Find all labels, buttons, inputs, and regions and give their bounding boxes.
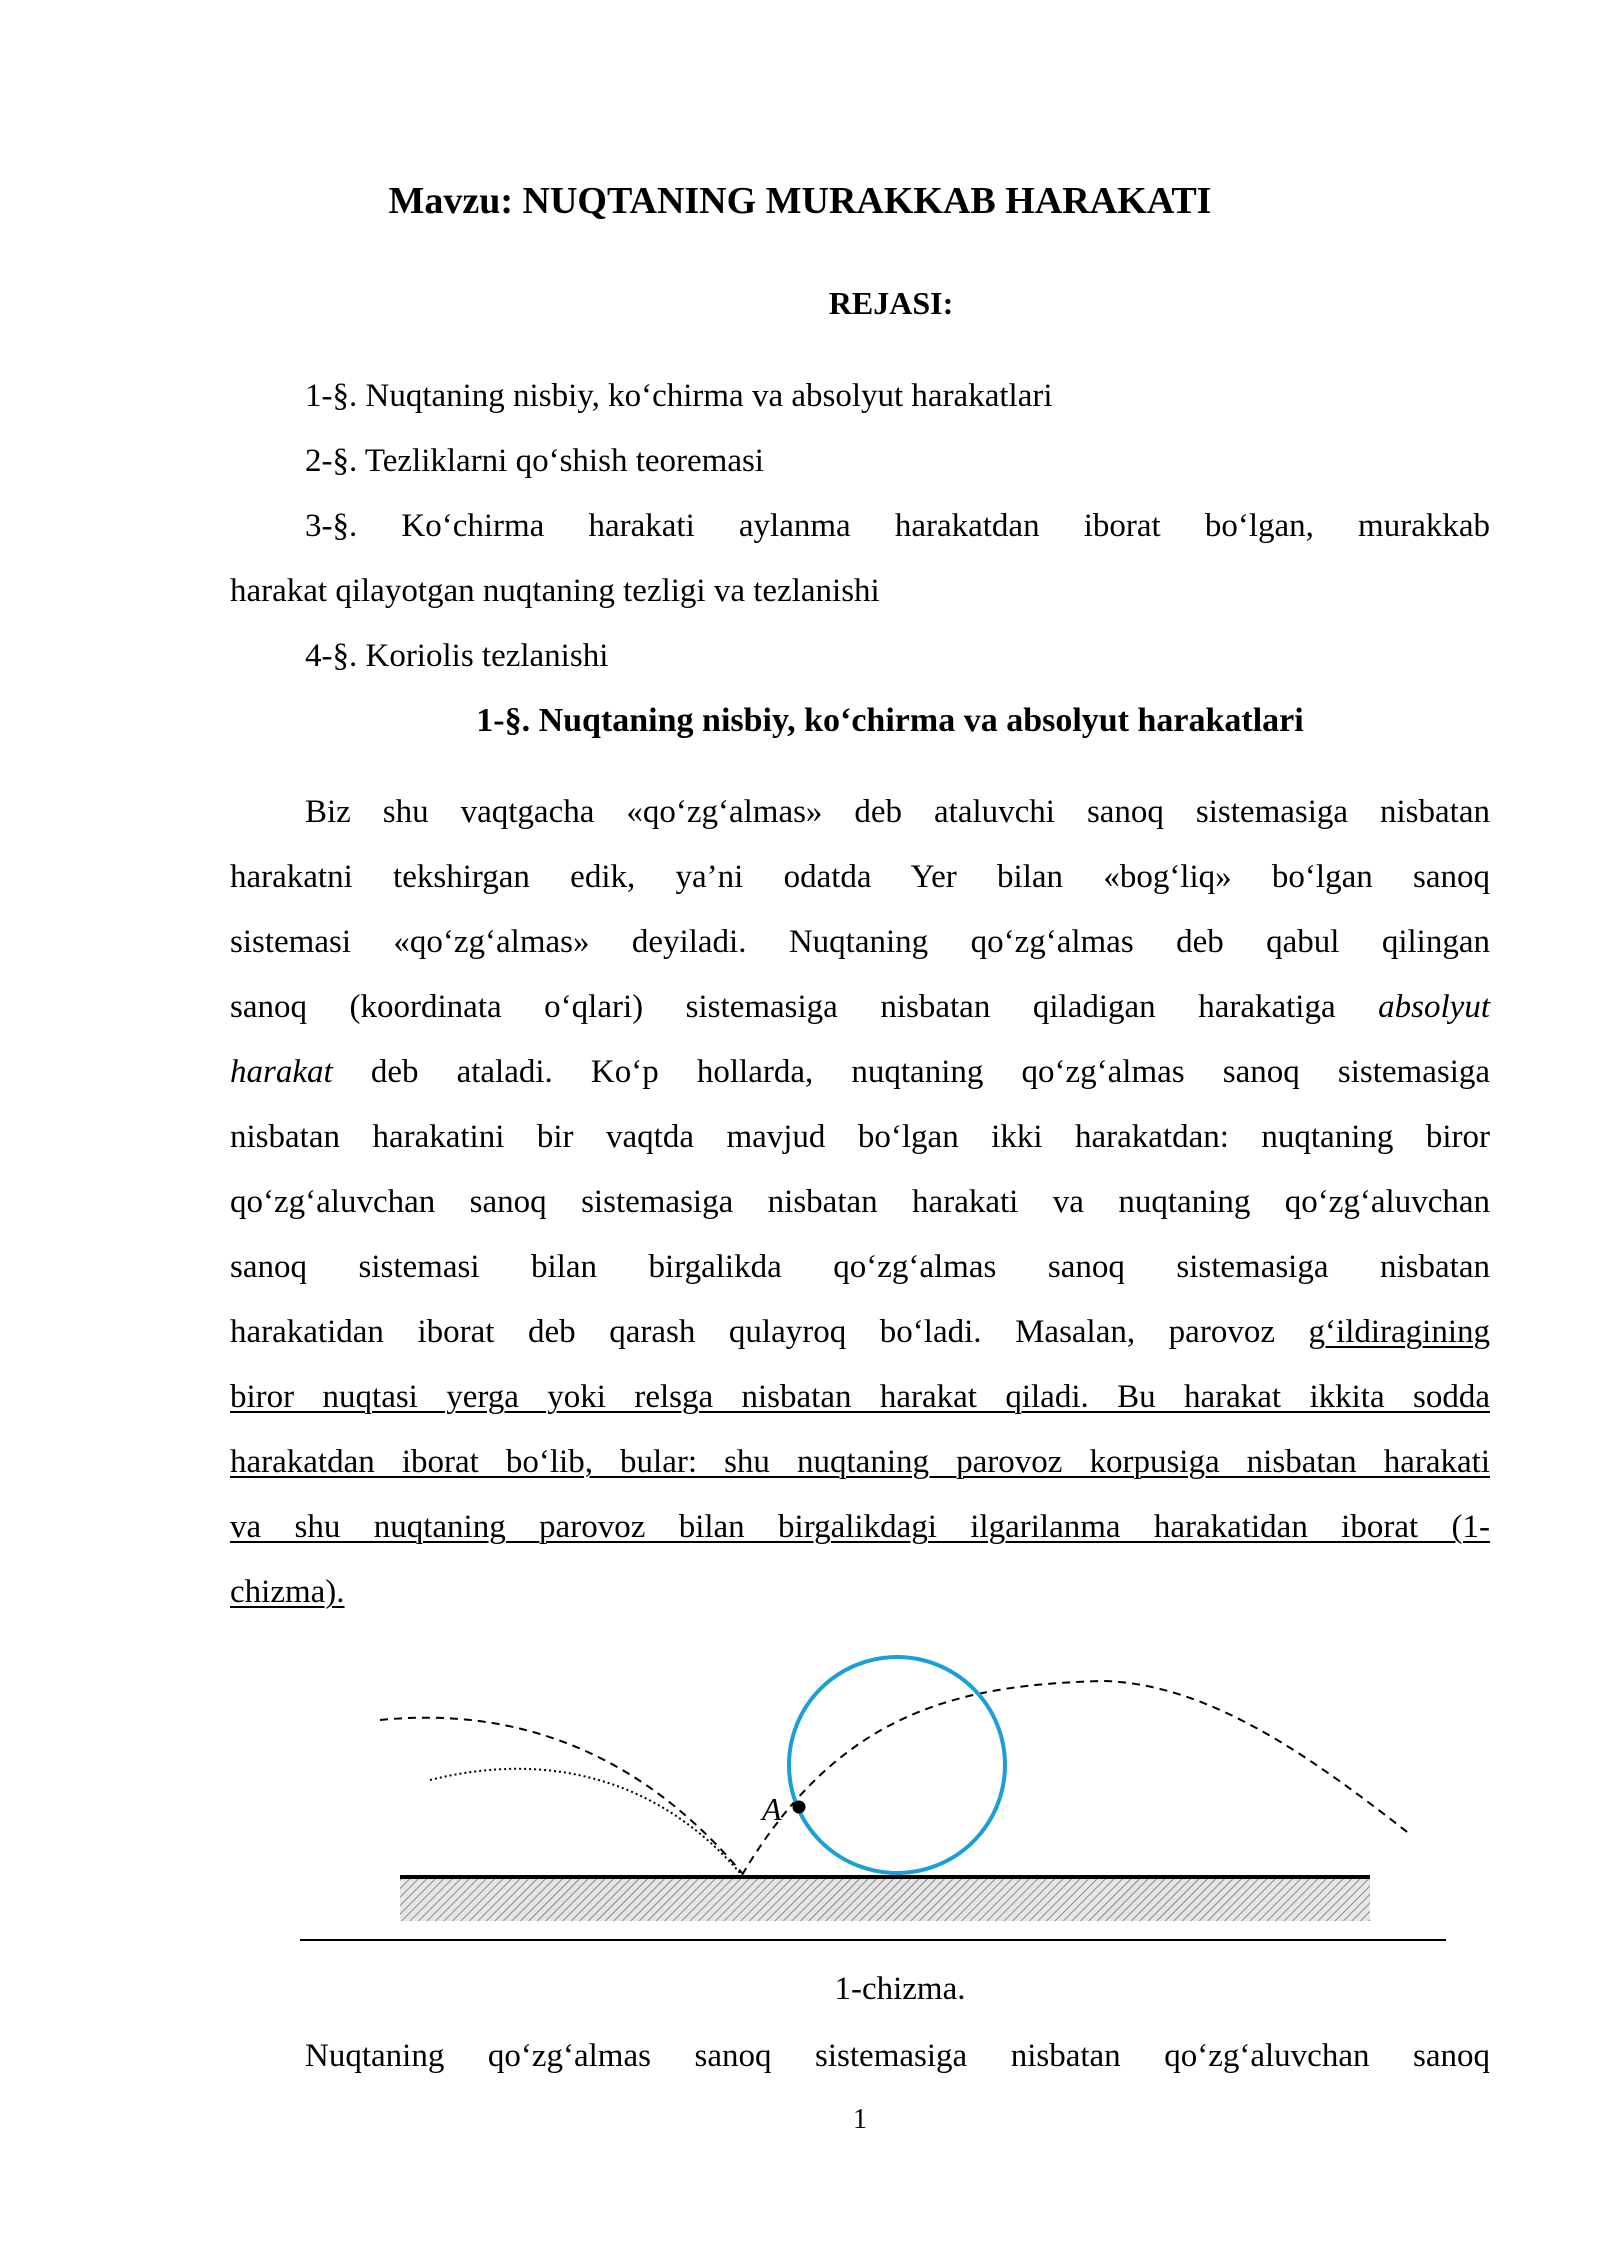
paragraph-line [230, 981, 1490, 1046]
page-number: 1 [853, 2104, 867, 2135]
paragraph-line: harakatni tekshirgan edik, ya’ni odatda Yer bilan «bog‘liq» bo‘lgan sanoq [230, 859, 1490, 895]
term-absolyut: absolyut [1378, 989, 1490, 1025]
paragraph-line: nisbatan harakatini bir vaqtda mavjud bo‘lgan ikki harakatdan: nuqtaning biror [230, 1119, 1490, 1155]
paragraph-text: harakatidan iborat deb qarash qulayroq bo‘ladi. Masalan, parovoz [230, 1314, 1275, 1350]
paragraph-text: sanoq (koordinata o‘qlari) sistemasiga nisbatan qiladigan harakatiga [230, 989, 1336, 1025]
term-harakat: harakat [230, 1054, 333, 1090]
paragraph-text: deb ataladi. Ko‘p hollarda, nuqtaning qo‘zg‘almas sanoq sistemasiga [370, 1054, 1491, 1090]
paragraph-line: harakatdan iborat bo‘lib, bular: shu nuqtaning parovoz korpusiga nisbatan harakati [230, 1444, 1490, 1480]
cycloid-path [742, 1681, 1411, 1875]
figure-caption: 1-chizma. [834, 1971, 966, 2007]
point-a-label: A [762, 1791, 782, 1827]
plan-heading: REJASI: [828, 285, 954, 321]
previous-arch-dashed [380, 1718, 742, 1873]
wheel-motion-figure [300, 1640, 1460, 1960]
paragraph-line: Nuqtaning qo‘zg‘almas sanoq sistemasiga nisbatan qo‘zg‘aluvchan sanoq [305, 2038, 1490, 2074]
paragraph-line [230, 1306, 1490, 1371]
plan-item-3-continued: harakat qilayotgan nuqtaning tezligi va tezlanishi [230, 573, 880, 609]
ground-hatch [400, 1877, 1370, 1921]
plan-item-3: 3-§. Ko‘chirma harakati aylanma harakatdan iborat bo‘lgan, murakkab [305, 508, 1490, 544]
section-heading: 1-§. Nuqtaning nisbiy, ko‘chirma va absolyut harakatlari [476, 702, 1304, 739]
paragraph-line: va shu nuqtaning parovoz bilan birgalikdagi ilgarilanma harakatidan iborat (1- [230, 1509, 1490, 1545]
section-paragraph [230, 786, 1490, 1631]
paragraph-line: biror nuqtasi yerga yoki relsga nisbatan harakat qiladi. Bu harakat ikkita sodda [230, 1379, 1490, 1415]
point-a [793, 1801, 806, 1814]
paragraph-line: sistemasi «qo‘zg‘almas» deyiladi. Nuqtaning qo‘zg‘almas deb qabul qilingan [230, 924, 1490, 960]
paragraph-line: qo‘zg‘aluvchan sanoq sistemasiga nisbatan harakati va nuqtaning qo‘zg‘aluvchan [230, 1184, 1490, 1220]
underlined-text: g‘ildiragining [1308, 1314, 1491, 1350]
next-paragraph [230, 2030, 1490, 2095]
page-title: Mavzu: NUQTANING MURAKKAB HARAKATI [388, 180, 1212, 222]
plan-item-2: 2-§. Tezliklarni qo‘shish teoremasi [305, 443, 764, 479]
previous-arch-dotted [430, 1769, 740, 1873]
paragraph-line: Biz shu vaqtgacha «qo‘zg‘almas» deb ataluvchi sanoq sistemasiga nisbatan [305, 794, 1490, 830]
plan-list [230, 370, 1490, 695]
paragraph-line: sanoq sistemasi bilan birgalikda qo‘zg‘almas sanoq sistemasiga nisbatan [230, 1249, 1490, 1285]
plan-item-1: 1-§. Nuqtaning nisbiy, ko‘chirma va absolyut harakatlari [305, 378, 1053, 414]
paragraph-line [230, 1046, 1490, 1111]
underlined-text: chizma). [230, 1574, 345, 1610]
wheel-circle [789, 1657, 1005, 1873]
plan-item-4: 4-§. Koriolis tezlanishi [305, 638, 609, 674]
paragraph-line [230, 1566, 1490, 1631]
